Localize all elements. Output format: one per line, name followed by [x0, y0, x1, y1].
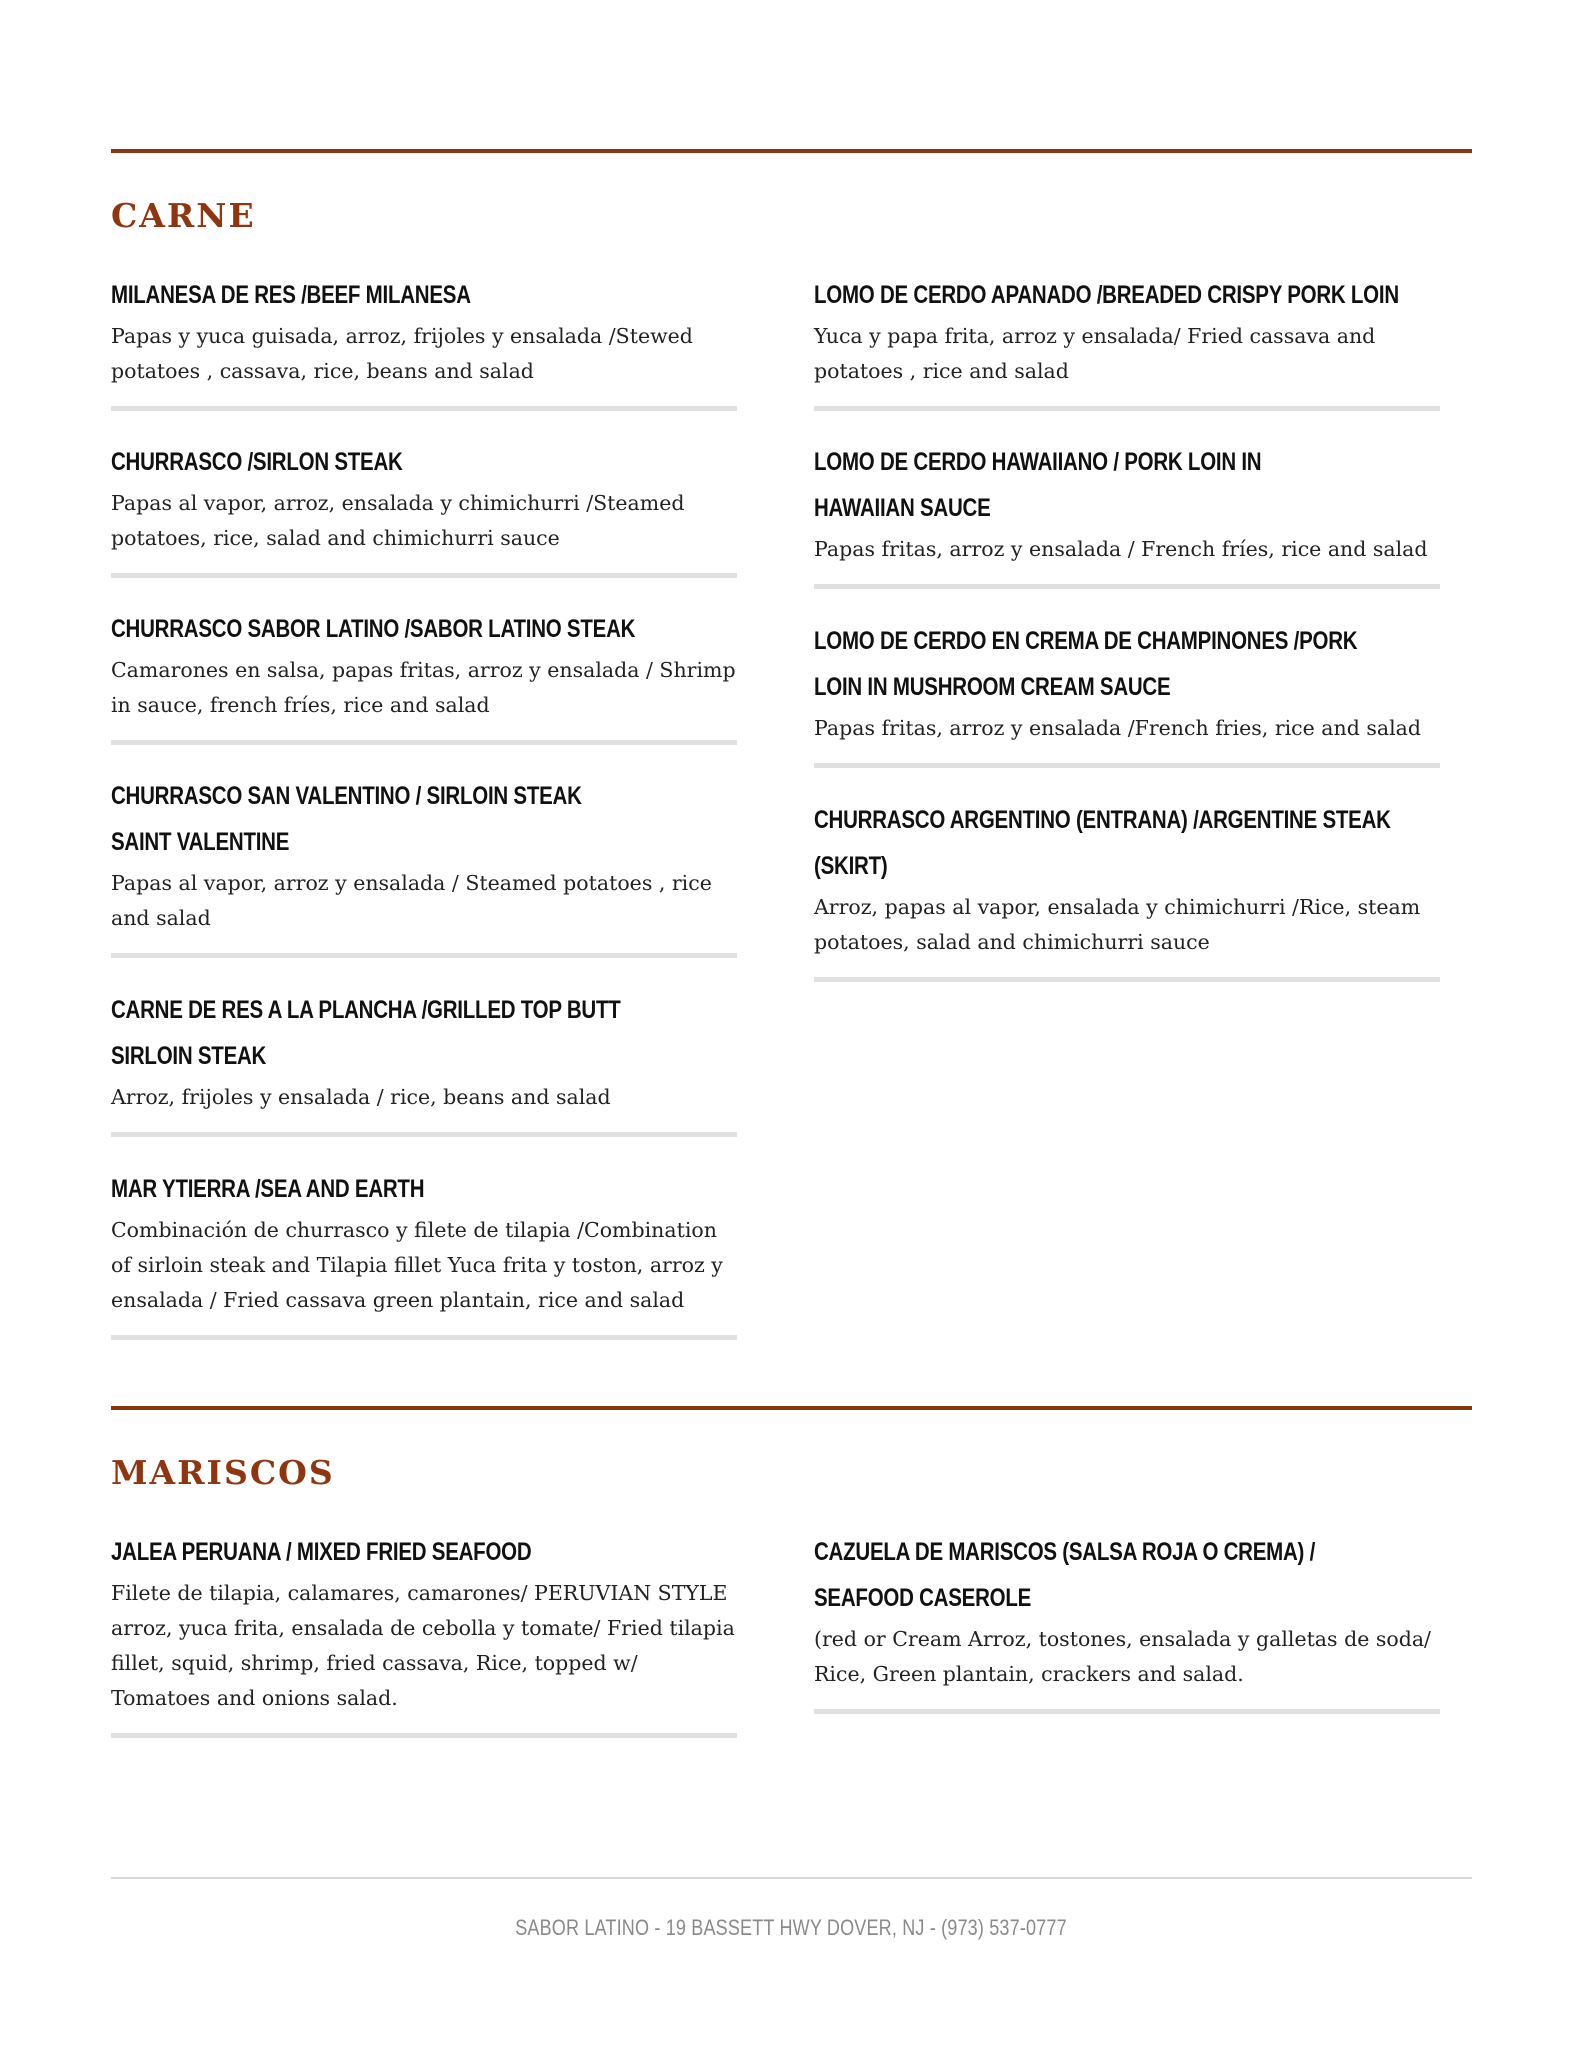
item-description: Filete de tilapia, calamares, camarones/ PERUVIAN STYLE arroz, yuca frita, ensalada de cebolla y tomate/ Fried tilapia fillet, squid, shrimp, fried cassava, Rice, topped w/ Tomatoes and onions salad. — [111, 1581, 735, 1710]
item-divider — [111, 953, 737, 958]
footer-divider — [111, 1877, 1472, 1879]
section-divider-mariscos — [111, 1406, 1472, 1410]
item-divider — [111, 406, 737, 411]
item-description: Arroz, frijoles y ensalada / rice, beans and salad — [111, 1085, 611, 1109]
item-divider — [111, 1132, 737, 1137]
menu-item — [111, 272, 737, 411]
item-description: Papas fritas, arroz y ensalada /French fries, rice and salad — [814, 716, 1422, 740]
item-name: MILANESA DE RES /BEEF MILANESA — [111, 281, 471, 309]
item-description: (red or Cream Arroz, tostones, ensalada y galletas de soda/ Rice, Green plantain, crackers and salad. — [814, 1627, 1431, 1686]
item-description: Camarones en salsa, papas fritas, arroz y ensalada / Shrimp in sauce, french fríes, rice and salad — [111, 658, 736, 717]
item-divider — [111, 740, 737, 745]
item-name: CHURRASCO ARGENTINO (ENTRANA) /ARGENTINE STEAK (SKIRT) — [814, 806, 1391, 880]
item-name: LOMO DE CERDO HAWAIIANO / PORK LOIN IN HAWAIIAN SAUCE — [814, 448, 1262, 522]
item-name: CAZUELA DE MARISCOS (SALSA ROJA O CREMA) / SEAFOOD CASEROLE — [814, 1538, 1316, 1612]
menu-item — [111, 606, 737, 745]
menu-item — [111, 773, 737, 958]
item-divider — [111, 1733, 737, 1738]
item-description: Papas al vapor, arroz y ensalada / Steamed potatoes , rice and salad — [111, 871, 712, 930]
item-divider — [814, 1709, 1440, 1714]
item-name: CHURRASCO /SIRLON STEAK — [111, 448, 403, 476]
item-divider — [814, 584, 1440, 589]
item-name: CHURRASCO SAN VALENTINO / SIRLOIN STEAK SAINT VALENTINE — [111, 782, 582, 856]
item-divider — [111, 573, 737, 578]
item-divider — [814, 406, 1440, 411]
menu-item — [814, 797, 1440, 982]
item-description: Arroz, papas al vapor, ensalada y chimichurri /Rice, steam potatoes, salad and chimichurri sauce — [814, 895, 1421, 954]
section-divider-carne — [111, 149, 1472, 153]
item-divider — [814, 977, 1440, 982]
menu-item — [111, 439, 737, 578]
menu-item — [814, 439, 1440, 589]
item-name: CHURRASCO SABOR LATINO /SABOR LATINO STEAK — [111, 615, 636, 643]
menu-item — [814, 272, 1440, 411]
item-name: MAR YTIERRA /SEA AND EARTH — [111, 1175, 425, 1203]
item-description: Papas fritas, arroz y ensalada / French fríes, rice and salad — [814, 537, 1428, 561]
item-name: CARNE DE RES A LA PLANCHA /GRILLED TOP BUTT SIRLOIN STEAK — [111, 996, 621, 1070]
item-name: JALEA PERUANA / MIXED FRIED SEAFOOD — [111, 1538, 532, 1566]
section-title-carne: CARNE — [111, 196, 256, 235]
menu-item — [111, 1166, 737, 1340]
section-title-mariscos: MARISCOS — [111, 1453, 335, 1492]
item-description: Papas y yuca guisada, arroz, frijoles y ensalada /Stewed potatoes , cassava, rice, beans and salad — [111, 324, 693, 383]
item-description: Combinación de churrasco y filete de tilapia /Combination of sirloin steak and Tilapia fillet Yuca frita y toston, arroz y ensalada / Fried cassava green plantain, rice and salad — [111, 1218, 723, 1312]
item-divider — [814, 763, 1440, 768]
item-description: Papas al vapor, arroz, ensalada y chimichurri /Steamed potatoes, rice, salad and chimichurri sauce — [111, 491, 685, 550]
item-name: LOMO DE CERDO APANADO /BREADED CRISPY PORK LOIN — [814, 281, 1399, 309]
menu-item — [111, 1529, 737, 1738]
item-description: Yuca y papa frita, arroz y ensalada/ Fried cassava and potatoes , rice and salad — [814, 324, 1376, 383]
item-name: LOMO DE CERDO EN CREMA DE CHAMPINONES /PORK LOIN IN MUSHROOM CREAM SAUCE — [814, 627, 1358, 701]
menu-item — [814, 618, 1440, 768]
menu-item — [814, 1529, 1440, 1714]
menu-item — [111, 987, 737, 1137]
item-divider — [111, 1335, 737, 1340]
footer-address: SABOR LATINO - 19 BASSETT HWY DOVER, NJ - (973) 537-0777 — [515, 1915, 1067, 1940]
